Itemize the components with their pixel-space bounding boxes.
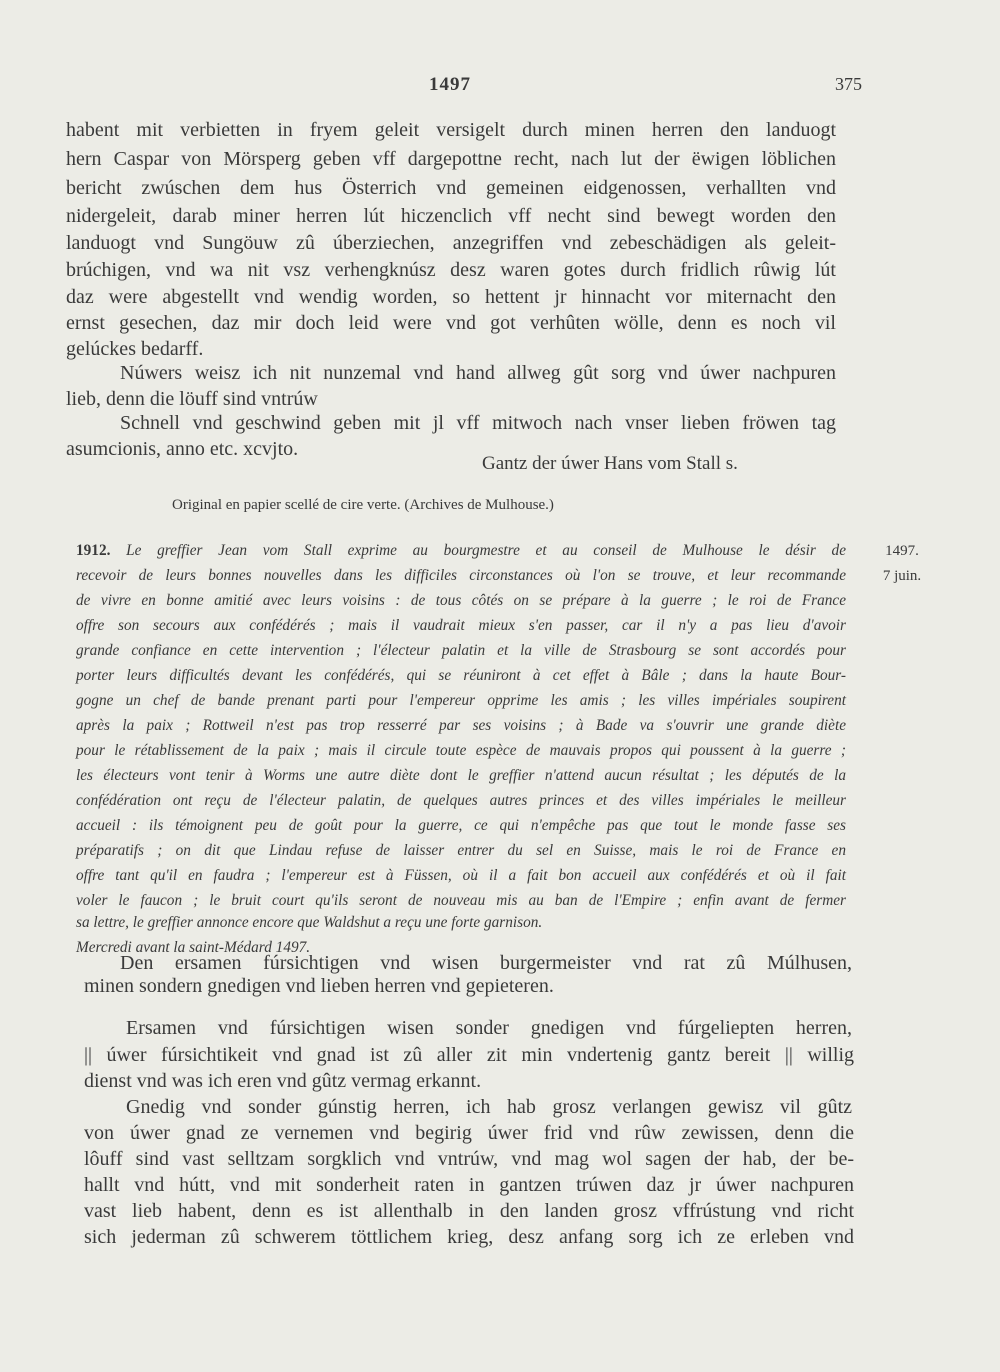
entry-number: 1912.: [76, 542, 111, 559]
regest-line: voler le faucon ; le bruit court qu'ils seront de nouveau mis au ban de l'Empire ; enfin avant de fermer: [76, 892, 846, 909]
letter-line: lôuff sind vast selltzam sorgklich vnd vntrúw, vnd mag wol sagen der hab, der be-: [84, 1148, 854, 1170]
letter-line: bericht zwúschen dem hus Österrich vnd gemeinen eidgenossen, verhallten vnd: [66, 177, 836, 199]
regest-line: accueil : ils témoignent peu de goût pour la guerre, ce qui n'empêche pas que tout le monde fasse ses: [76, 817, 846, 834]
letter-line: Den ersamen fúrsichtigen vnd wisen burgermeister vnd rat zû Múlhusen,: [120, 952, 852, 974]
letter-line: hallt vnd hútt, vnd mit sonderheit raten in gantzen trúwen daz jr úwer nachpuren: [84, 1174, 854, 1196]
letter-line: lieb, denn die löuff sind vntrúw: [66, 388, 318, 410]
regest-line: pour le rétablissement de la paix ; mais il circule toute espèce de mauvais propos qui poussent à la guerre ;: [76, 742, 846, 759]
letter-line: Gnedig vnd sonder gúnstig herren, ich hab grosz verlangen gewisz vil gûtz: [126, 1096, 852, 1118]
regest-line: préparatifs ; on dit que Lindau refuse de laisser entrer du sel en Suisse, mais le roi de France en: [76, 842, 846, 859]
letter-line: Ersamen vnd fúrsichtigen wisen sonder gnedigen vnd fúrgeliepten herren,: [126, 1017, 852, 1039]
regest-line: sa lettre, le greffier annonce encore que Waldshut a reçu une forte garnison.: [76, 914, 543, 931]
letter-line: daz were abgestellt vnd wendig worden, so hettent jr hinnacht vor miternacht den: [66, 286, 836, 308]
letter-line: Núwers weisz ich nit nunzemal vnd hand allweg gût sorg vnd úwer nachpuren: [120, 362, 836, 384]
regest-line: après la paix ; Rottweil n'est pas trop resserré par ses voisins ; à Bade va s'ouvrir une grande diète: [76, 717, 846, 734]
letter-line: nidergeleit, darab miner herren lút hiczenclich vff necht sind bewegt worden den: [66, 205, 836, 227]
regest-line: offre tant qu'il en faudra ; l'empereur est à Füssen, où il a fait bon accueil aux confédérés et où il fait: [76, 867, 846, 884]
regest-first-line: [76, 541, 846, 561]
letter-line: asumcionis, anno etc. xcvjto.: [66, 438, 299, 460]
letter-line: landuogt vnd Sungöuw zû úberziechen, anzegriffen vnd zebeschädigen als geleit-: [66, 232, 836, 254]
date-line: Mercredi avant la saint-Médard 1497.: [76, 939, 311, 956]
regest-line: de vivre en bonne amitié avec leurs voisins : de tous côtés on se prépare à la guerre ; le roi de France: [76, 592, 846, 609]
regest-line: grande confiance en cette intervention ; l'électeur palatin et la ville de Strasbourg se sont accordés pour: [76, 642, 846, 659]
letter-line: gelúckes bedarff.: [66, 338, 204, 360]
margin-year: 1497.: [885, 543, 919, 559]
regest-line: offre son secours aux confédérés ; mais il vaudrait mieux s'en passer, car il n'y a pas lieu d'avoir: [76, 617, 846, 634]
regest-line: porter leurs difficultés devant les confédérés, qui se réuniront à cet effet à Bâle ; dans la haute Bour-: [76, 667, 846, 684]
margin-day: 7 juin.: [882, 568, 922, 584]
regest-line: les électeurs vont tenir à Worms une autre diète dont le greffier n'attend aucun résultat ; les députés de la: [76, 767, 846, 784]
letter-line: hern Caspar von Mörsperg geben vff dargepottne recht, nach lut der ëwigen löblichen: [66, 148, 836, 170]
letter-line: von úwer gnad ze vernemen vnd begirig úwer frid vnd rûw zewissen, denn die: [84, 1122, 854, 1144]
running-header-year: 1497: [429, 74, 471, 95]
regest-line: confédération ont reçu de l'électeur palatin, de quelques autres princes et des villes impériales le meilleur: [76, 792, 846, 809]
source-note: Original en papier scellé de cire verte. (Archives de Mulhouse.): [172, 497, 554, 513]
letter-line: habent mit verbietten in fryem geleit versigelt durch minen herren den landuogt: [66, 119, 836, 141]
regest-line: Le greffier Jean vom Stall exprime au bourgmestre et au conseil de Mulhouse le désir de: [126, 542, 846, 559]
signature: Gantz der úwer Hans vom Stall s.: [482, 453, 738, 474]
letter-line: vast lieb habent, denn es ist allenthalb in den landen grosz vffrústung vnd richt: [84, 1200, 854, 1222]
regest-line: recevoir de leurs bonnes nouvelles dans les difficiles circonstances où l'on se trouve, et leur recommande: [76, 567, 846, 584]
letter-line: ernst gesechen, daz mir doch leid were vnd got verhûten wölle, denn es noch vil: [66, 312, 836, 334]
letter-line: sich jederman zû schwerem töttlichem krieg, desz anfang sorg ich ze erleben vnd: [84, 1226, 854, 1248]
letter-line: minen sondern gnedigen vnd lieben herren vnd gepieteren.: [84, 975, 554, 997]
page-number: 375: [835, 74, 862, 94]
regest-line: gogne un chef de bande prenant parti pour l'empereur opprime les amis ; les villes impériales soupirent: [76, 692, 846, 709]
letter-line: dienst vnd was ich eren vnd gûtz vermag erkannt.: [84, 1070, 482, 1092]
letter-line: brúchigen, vnd wa nit vsz verhengknúsz desz waren gotes durch fridlich rûwig lút: [66, 259, 836, 281]
letter-line: || úwer fúrsichtikeit vnd gnad ist zû aller zit min vndertenig gantz bereit || willig: [84, 1044, 854, 1066]
letter-line: Schnell vnd geschwind geben mit jl vff mitwoch nach vnser lieben fröwen tag: [120, 412, 836, 434]
